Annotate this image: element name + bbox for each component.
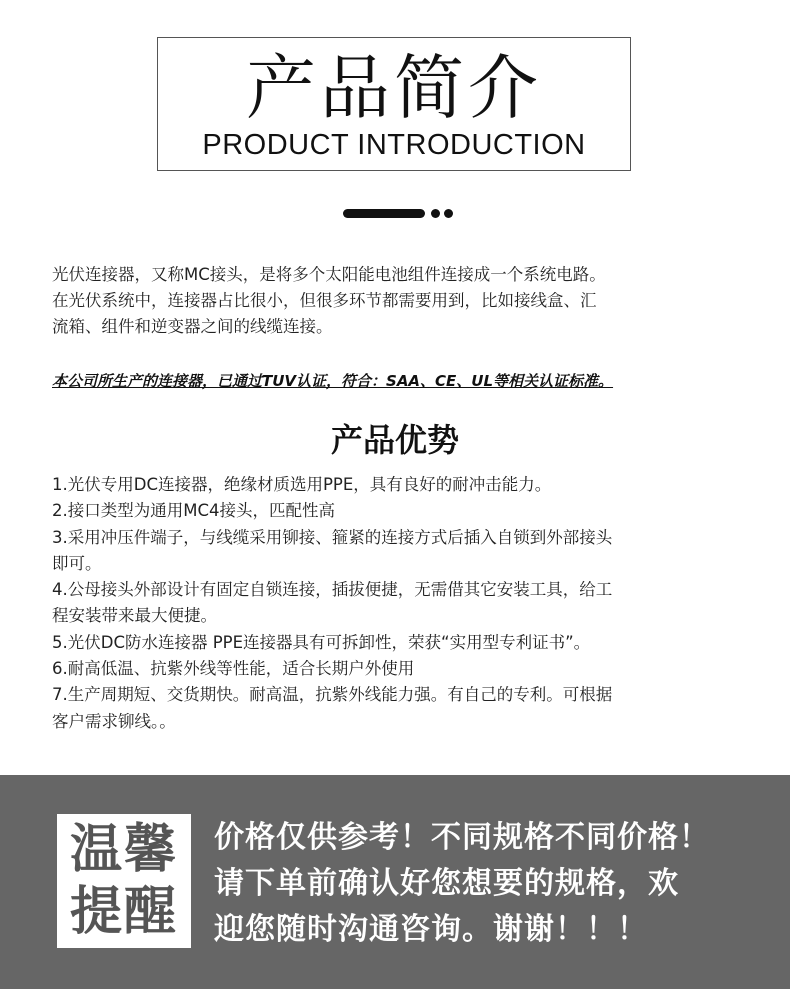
list-item: 7.生产周期短、交货期快。耐高温，抗紫外线能力强。有自己的专利。可根据 客户需求铆线。。: [52, 685, 613, 731]
stamp-text: 提醒: [69, 882, 178, 942]
notice-line: 价格仅供参考！不同规格不同价格！: [214, 820, 710, 855]
page-subtitle: PRODUCT INTRODUCTION: [202, 129, 586, 161]
notice-text: [214, 815, 774, 953]
divider-bar: [343, 209, 425, 218]
divider-dot: [431, 209, 440, 218]
notice-stamp: [57, 814, 191, 948]
list-item: 5.光伏DC防水连接器 PPE连接器具有可拆卸性，荣获“实用型专利证书”。: [52, 632, 591, 652]
divider-dot: [444, 209, 453, 218]
list-item: 1.光伏专用DC连接器，绝缘材质选用PPE，具有良好的耐冲击能力。: [52, 475, 552, 494]
list-item: 4.公母接头外部设计有固定自锁连接，插拔便捷，无需借其它安装工具，给工 程安装带来最大便捷。: [52, 580, 613, 626]
stamp-text: 温馨: [69, 820, 178, 880]
advantages-list: [52, 472, 752, 735]
list-item: 3.采用冲压件端子，与线缆采用铆接、箍紧的连接方式后插入自锁到外部接头 即可。: [52, 527, 613, 573]
page-title: 产品简介: [246, 47, 542, 129]
title-box: [157, 37, 631, 171]
intro-line: 流箱、组件和逆变器之间的线缆连接。: [52, 317, 333, 336]
intro-paragraph: [52, 262, 752, 340]
list-item: 2.接口类型为通用MC4接头，匹配性高: [52, 501, 335, 521]
notice-banner: [0, 775, 790, 989]
list-item: 6.耐高低温、抗紫外线等性能，适合长期户外使用: [52, 659, 415, 679]
intro-line: 在光伏系统中，连接器占比很小，但很多环节都需要用到，比如接线盒、汇: [52, 291, 597, 310]
notice-line: 请下单前确认好您想要的规格，欢: [214, 866, 679, 901]
advantages-title: 产品优势: [330, 421, 459, 459]
intro-line: 光伏连接器，又称MC接头，是将多个太阳能电池组件连接成一个系统电路。: [52, 265, 606, 284]
certification-statement: 本公司所生产的连接器，已通过TUV认证，符合：SAA、CE、UL等相关认证标准。: [52, 372, 614, 390]
notice-line: 迎您随时沟通咨询。谢谢！！！: [214, 912, 648, 947]
